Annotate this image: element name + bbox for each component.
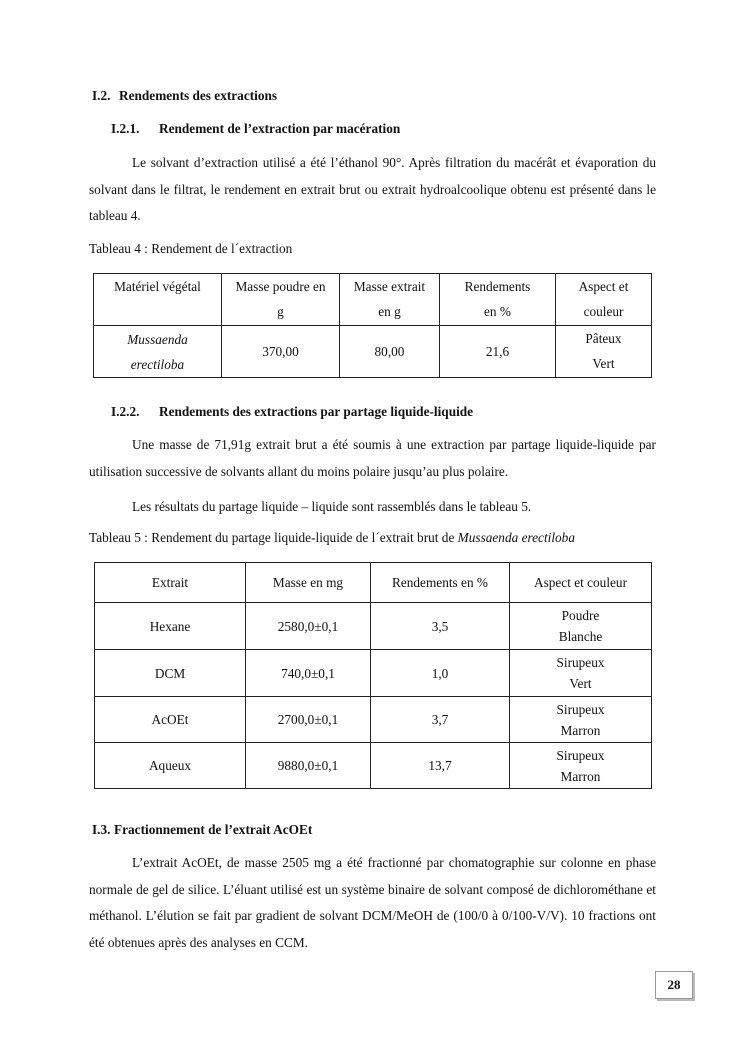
- rendement-cell: 13,7: [371, 743, 510, 789]
- caption-species: Mussaenda erectiloba: [457, 530, 575, 545]
- table-row: [95, 603, 652, 650]
- masse-cell: 9880,0±0,1: [246, 743, 371, 789]
- table5-caption: [89, 529, 575, 547]
- table-row: [94, 326, 652, 378]
- page-number: 28: [655, 971, 693, 999]
- paragraph-results: Les résultats du partage liquide – liquide sont rassemblés dans le tableau 5.: [132, 499, 532, 514]
- section-number: I.3.: [92, 822, 111, 837]
- extrait-cell: DCM: [95, 650, 246, 697]
- masse-cell: 2700,0±0,1: [246, 697, 371, 743]
- table4-caption: Tableau 4 : Rendement de l´extraction: [89, 241, 293, 256]
- header-cell: Masse extrait en g: [340, 274, 440, 326]
- table4: [93, 273, 652, 378]
- section-title: Fractionnement de l’extrait AcOEt: [114, 822, 313, 837]
- table5: [94, 562, 652, 789]
- section-number: I.2.1.: [111, 121, 140, 136]
- section-title: Rendements des extractions: [119, 88, 278, 103]
- table-row: [95, 697, 652, 743]
- table-row: [95, 743, 652, 789]
- masse-cell: 2580,0±0,1: [246, 603, 371, 650]
- header-cell: Rendements en %: [440, 274, 556, 326]
- section-number: I.2.2.: [111, 404, 140, 419]
- section-title: Rendements des extractions par partage liquide-liquide: [159, 404, 474, 419]
- section-heading-1-2-2: [111, 404, 473, 420]
- masse-cell: 740,0±0,1: [246, 650, 371, 697]
- caption-text: Tableau 5 : Rendement du partage liquide-liquide de l´extrait brut de: [89, 530, 458, 545]
- table-header-row: [94, 274, 652, 326]
- extrait-cell: AcOEt: [95, 697, 246, 743]
- paragraph-fractionnement: L’extrait AcOEt, de masse 2505 mg a été fractionné par chomatographie sur colonne en phase normale de gel de silice. L’éluant utilisé est un système binaire de solvant composé de dichlorométhane et méthanol. L’élution se fait par gradient de solvant DCM/MeOH de (100/0 à 0/100-V/V). 10 fractions ont été obtenues après des analyses en CCM.: [89, 855, 656, 950]
- extrait-cell: Hexane: [95, 603, 246, 650]
- header-cell: Masse en mg: [246, 563, 371, 603]
- header-cell: Masse poudre en g: [222, 274, 340, 326]
- rendement-cell: 3,7: [371, 697, 510, 743]
- paragraph-maceration: Le solvant d’extraction utilisé a été l’éthanol 90°. Après filtration du macérât et évaporation du solvant dans le filtrat, le rendement en extrait brut ou extrait hydroalcoolique obtenu est présenté dans le tableau 4.: [89, 155, 656, 223]
- rendement-cell: 3,5: [371, 603, 510, 650]
- section-heading-1-2-1: [111, 121, 400, 137]
- table-header-row: [95, 563, 652, 603]
- aspect-cell: Poudre Blanche: [510, 603, 652, 650]
- section-number: I.2.: [92, 88, 111, 103]
- paragraph-partage: Une masse de 71,91g extrait brut a été soumis à une extraction par partage liquide-liquide par utilisation successive de solvants allant du moins polaire jusqu’au plus polaire.: [89, 437, 656, 479]
- aspect-cell: Sirupeux Marron: [510, 697, 652, 743]
- aspect-cell: Sirupeux Vert: [510, 650, 652, 697]
- header-cell: Aspect et couleur: [510, 563, 652, 603]
- aspect-cell: Sirupeux Marron: [510, 743, 652, 789]
- masse-poudre-cell: 370,00: [222, 326, 340, 378]
- section-heading-1-3: [92, 822, 312, 838]
- extrait-cell: Aqueux: [95, 743, 246, 789]
- table-row: [95, 650, 652, 697]
- aspect-cell: Pâteux Vert: [556, 326, 652, 378]
- header-cell: Matériel végétal: [94, 274, 222, 326]
- header-cell: Extrait: [95, 563, 246, 603]
- plant-cell: Mussaenda erectiloba: [94, 326, 222, 378]
- section-heading-1-2: [92, 88, 277, 104]
- rendement-cell: 21,6: [440, 326, 556, 378]
- section-title: Rendement de l’extraction par macération: [159, 121, 401, 136]
- rendement-cell: 1,0: [371, 650, 510, 697]
- masse-extrait-cell: 80,00: [340, 326, 440, 378]
- header-cell: Aspect et couleur: [556, 274, 652, 326]
- header-cell: Rendements en %: [371, 563, 510, 603]
